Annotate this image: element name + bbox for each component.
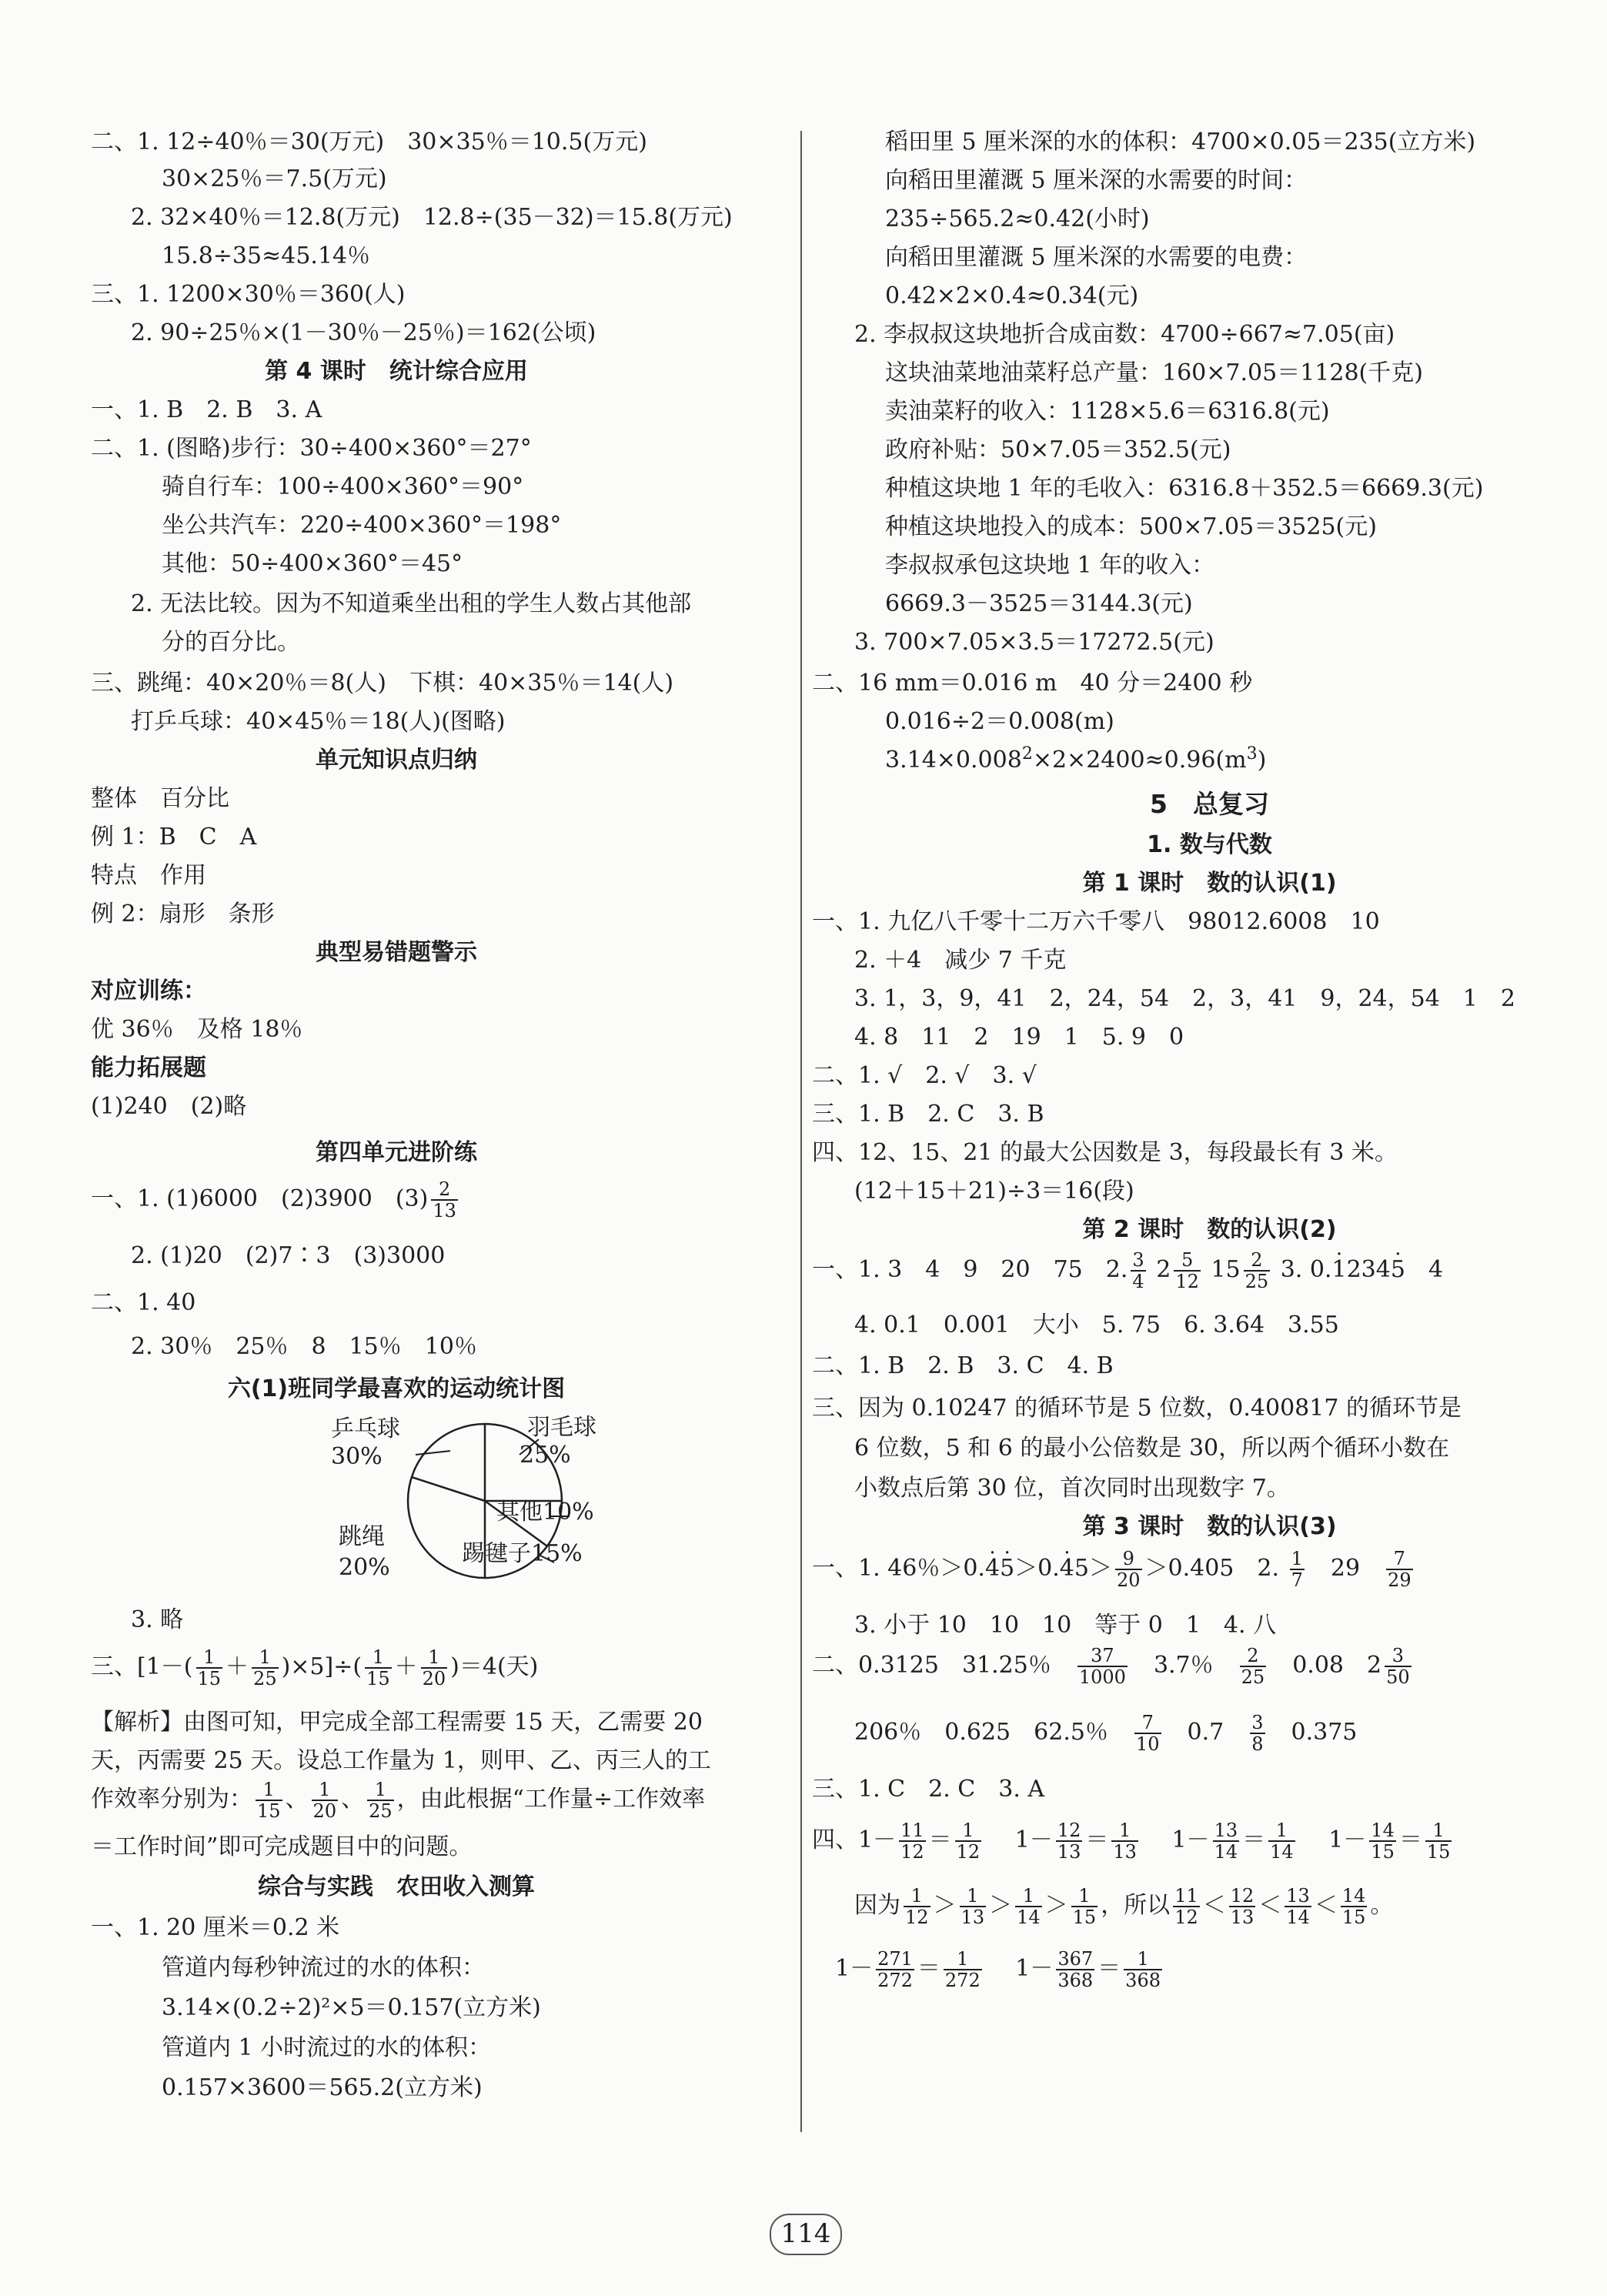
pie-value-pingpong: 30% xyxy=(331,1443,383,1470)
section-heading: 第 2 课时 数的认识(2) xyxy=(1082,1216,1337,1243)
answer-line: 向稻田里灌溉 5 厘米深的水需要的电费： xyxy=(885,244,1308,271)
answer-line: (12＋15＋21)÷3＝16(段) xyxy=(854,1178,1134,1205)
answer-line: 0.157×3600＝565.2(立方米) xyxy=(162,2074,483,2101)
answer-line: 坐公共汽车：220÷400×360°＝198° xyxy=(162,512,562,539)
answer-line: 小数点后第 30 位，首次同时出现数字 7。 xyxy=(854,1475,1290,1502)
answer-line: 其他：50÷400×360°＝45° xyxy=(162,550,463,577)
answer-line: 分的百分比。 xyxy=(162,629,300,656)
pie-leader-line xyxy=(416,1451,450,1455)
answer-line: 3.14×(0.2÷2)²×5＝0.157(立方米) xyxy=(162,1994,541,2021)
answer-line: 206％ 0.625 62.5％ $\frac{7}{10}$ 0.7 $\frac{3}{8}$ 0.375 xyxy=(854,1712,1358,1755)
fraction: $\frac{2}{13}$ xyxy=(433,1178,456,1222)
answer-line: 2. 无法比较。因为不知道乘坐出租的学生人数占其他部 xyxy=(131,590,692,617)
answer-line: 二、0.3125 31.25％ $\frac{37}{1000}$ 3.7％ $\frac{2}{25}$ 0.08 2 $\frac{3}{50}$ xyxy=(812,1645,1410,1688)
answer-line: 4. 8 11 2 19 1 5. 9 0 xyxy=(854,1024,1184,1051)
pie-value-rope: 20% xyxy=(339,1554,390,1581)
chapter-heading: 5 总复习 xyxy=(1150,789,1269,819)
pie-divider xyxy=(412,1477,485,1501)
answer-line: 三、[1－( $\frac{1}{15}$ ＋ $\frac{1}{25}$ )×5]÷( $\frac{1}{15}$ ＋ $\frac{1}{20}$ )＝4(天) xyxy=(91,1646,539,1689)
analysis-line: 【解析】由图可知，甲完成全部工程需要 15 天，乙需要 20 xyxy=(91,1709,703,1736)
answer-line: 这块油菜地油菜籽总产量：160×7.05＝1128(千克) xyxy=(885,359,1423,386)
answer-line: 二、1. √ 2. √ 3. √ xyxy=(812,1062,1037,1089)
analysis-line: 作效率分别为： $\frac{1}{15}$ 、 $\frac{1}{20}$ 、 $\frac{1}{25}$ ，由此根据“工作量÷工作效率 xyxy=(91,1779,706,1822)
answer-line: 卖油菜籽的收入：1128×5.6＝6316.8(元) xyxy=(885,398,1330,425)
answer-line: 管道内每秒钟流过的水的体积： xyxy=(162,1954,485,1981)
answer-line: 四、12、15、21 的最大公因数是 3，每段最长有 3 米。 xyxy=(812,1139,1398,1166)
answer-line: 三、跳绳：40×20％＝8(人) 下棋：40×35％＝14(人) xyxy=(91,670,674,697)
section-heading: 典型易错题警示 xyxy=(316,939,477,966)
answer-line: 三、1. B 2. C 3. B xyxy=(812,1101,1044,1128)
answer-line: 一、1. 46％＞0.· 4· 5＞0.· 45＞ $\frac{9}{20}$ ＞0.405 2. $\frac{1}{7}$ 29 $\frac{7}{29}$ xyxy=(812,1549,1416,1590)
answer-line: $3.14\times 0.008^2\times 2\times 2400\approx 0.96(m^3)$ xyxy=(885,744,1267,774)
answer-line: 政府补贴：50×7.05＝352.5(元) xyxy=(885,436,1231,463)
answer-line: 2. ＋4 减少 7 千克 xyxy=(854,947,1067,974)
analysis-line: 天，丙需要 25 天。设总工作量为 1，则甲、乙、丙三人的工 xyxy=(91,1747,711,1774)
answer-line: 向稻田里灌溉 5 厘米深的水需要的时间： xyxy=(885,167,1308,194)
section-heading: 1. 数与代数 xyxy=(1147,831,1272,858)
answer-line: 2. 32×40％＝12.8(万元) 12.8÷(35－32)＝15.8(万元) xyxy=(131,204,733,231)
column-divider xyxy=(800,131,802,2132)
answer-line: 3. 略 xyxy=(131,1606,184,1633)
pie-label-other: 其他10% xyxy=(496,1499,594,1526)
answer-line: 235÷565.2≈0.42(小时) xyxy=(885,206,1150,232)
subheading: 能力拓展题 xyxy=(91,1054,206,1081)
answer-line: 2. (1)20 (2)7∶3 (3)3000 xyxy=(131,1242,446,1269)
chart-title: 六(1)班同学最喜欢的运动统计图 xyxy=(227,1375,566,1402)
pie-label-shuttlecock: 踢毽子15% xyxy=(462,1540,583,1567)
answer-line: (1)240 (2)略 xyxy=(91,1093,247,1120)
answer-line: 3. 700×7.05×3.5＝17272.5(元) xyxy=(854,629,1214,656)
answer-line: 骑自行车：100÷400×360°＝90° xyxy=(162,473,524,500)
answer-line: 2. 90÷25％×(1－30％－25％)＝162(公顷) xyxy=(131,319,596,346)
answer-line: 二、1. 40 xyxy=(91,1289,196,1316)
answer-line: 三、1. C 2. C 3. A xyxy=(812,1776,1045,1803)
subheading: 对应训练： xyxy=(91,978,206,1004)
answer-line: 整体 百分比 xyxy=(91,785,229,812)
answer-line: 例 2：扇形 条形 xyxy=(91,901,275,927)
answer-line: 4. 0.1 0.001 大小 5. 75 6. 3.64 3.55 xyxy=(854,1312,1339,1338)
answer-line: 15.8÷35≈45.14％ xyxy=(162,242,371,269)
answer-line: 30×25％＝7.5(万元) xyxy=(162,165,387,192)
answer-line: 种植这块地投入的成本：500×7.05＝3525(元) xyxy=(885,513,1377,540)
answer-line: 2. 30％ 25％ 8 15％ 10％ xyxy=(131,1333,477,1360)
answer-line: 管道内 1 小时流过的水的体积： xyxy=(162,2034,492,2061)
answer-line: 二、1. (图略)步行：30÷400×360°＝27° xyxy=(91,435,532,462)
answer-line: 三、1. 1200×30％＝360(人) xyxy=(91,281,406,308)
answer-line: 二、16 mm＝0.016 m 40 分＝2400 秒 xyxy=(812,670,1253,697)
pie-chart xyxy=(331,1409,747,1601)
section-heading: 单元知识点归纳 xyxy=(316,747,477,774)
answer-line: 3. 小于 10 10 10 等于 0 1 4. 八 xyxy=(854,1612,1277,1639)
section-heading: 第 4 课时 统计综合应用 xyxy=(265,358,528,385)
section-heading: 第 3 课时 数的认识(3) xyxy=(1082,1513,1337,1540)
answer-line: 四、1－ $\frac{11}{12}$ ＝ $\frac{1}{12}$ 1－ $\frac{12}{13}$ ＝ $\frac{1}{13}$ 1－ $\frac{13}{14}$ ＝ $\frac{1}{14}$ 1－ $\frac{14}{15}$ ＝ $\frac{1}{15}$ xyxy=(812,1820,1451,1863)
section-heading: 综合与实践 农田收入测算 xyxy=(258,1873,535,1900)
answer-line: 优 36％ 及格 18％ xyxy=(91,1016,303,1043)
pie-label-rope: 跳绳 xyxy=(339,1523,385,1550)
answer-line: 0.016÷2＝0.008(m) xyxy=(885,708,1114,735)
answer-line: 打乒乓球：40×45％＝18(人)(图略) xyxy=(131,708,506,735)
answer-line: 2. 李叔叔这块地折合成亩数：4700÷667≈7.05(亩) xyxy=(854,321,1395,348)
answer-line: 二、1. 12÷40％＝30(万元) 30×35％＝10.5(万元) xyxy=(91,129,647,155)
analysis-line: ＝工作时间”即可完成题目中的问题。 xyxy=(91,1833,473,1860)
answer-line: 种植这块地 1 年的毛收入：6316.8＋352.5＝6669.3(元) xyxy=(885,475,1484,502)
section-heading: 第四单元进阶练 xyxy=(316,1139,477,1166)
page-number: 114 xyxy=(770,2214,842,2255)
answer-line: 特点 作用 xyxy=(91,862,206,889)
section-heading: 第 1 课时 数的认识(1) xyxy=(1082,870,1337,897)
answer-line: 一、1. 3 4 9 20 75 2. $\frac{3}{4}$ 2 $\frac{5}{12}$ 15 $\frac{2}{25}$ 3. 0.· 1234· 5 4 xyxy=(812,1250,1443,1292)
answer-line: 一、1. B 2. B 3. A xyxy=(91,396,322,423)
answer-line: 一、1. (1)6000 (2)3900 (3) $\frac{2}{13}$ xyxy=(91,1178,456,1222)
answer-line: 一、1. 九亿八千零十二万六千零八 98012.6008 10 xyxy=(812,908,1380,935)
answer-line: 0.42×2×0.4≈0.34(元) xyxy=(885,282,1139,309)
answer-line: 二、1. B 2. B 3. C 4. B xyxy=(812,1352,1114,1379)
answer-line: 例 1：B C A xyxy=(91,824,257,851)
pie-label-pingpong: 乒乓球 xyxy=(331,1415,400,1442)
answer-line: 6 位数，5 和 6 的最小公倍数是 30，所以两个循环小数在 xyxy=(854,1435,1450,1462)
pie-value-badminton: 25% xyxy=(520,1442,571,1469)
answer-line: 因为 $\frac{1}{12}$ ＞ $\frac{1}{13}$ ＞ $\frac{1}{14}$ ＞ $\frac{1}{15}$ ，所以 $\frac{11}{12}$ ＜ $\frac{12}{13}$ ＜ $\frac{13}{14}$ ＜ $\frac{14}{15}$ 。 xyxy=(854,1885,1394,1928)
answer-line: 一、1. 20 厘米＝0.2 米 xyxy=(91,1914,340,1941)
answer-line: 6669.3－3525＝3144.3(元) xyxy=(885,590,1193,617)
pie-label-badminton: 羽毛球 xyxy=(527,1414,596,1441)
answer-line: 李叔叔承包这块地 1 年的收入： xyxy=(885,552,1215,579)
answer-line: 稻田里 5 厘米深的水的体积：4700×0.05＝235(立方米) xyxy=(885,129,1476,155)
answer-line: 3. 1，3，9，41 2，24，54 2，3，41 9，24，54 1 2 xyxy=(854,985,1515,1012)
answer-line: 三、因为 0.10247 的循环节是 5 位数，0.400817 的循环节是 xyxy=(812,1395,1462,1422)
answer-line: 1－ $\frac{271}{272}$ ＝ $\frac{1}{272}$ 1－ $\frac{367}{368}$ ＝ $\frac{1}{368}$ xyxy=(835,1948,1161,1991)
